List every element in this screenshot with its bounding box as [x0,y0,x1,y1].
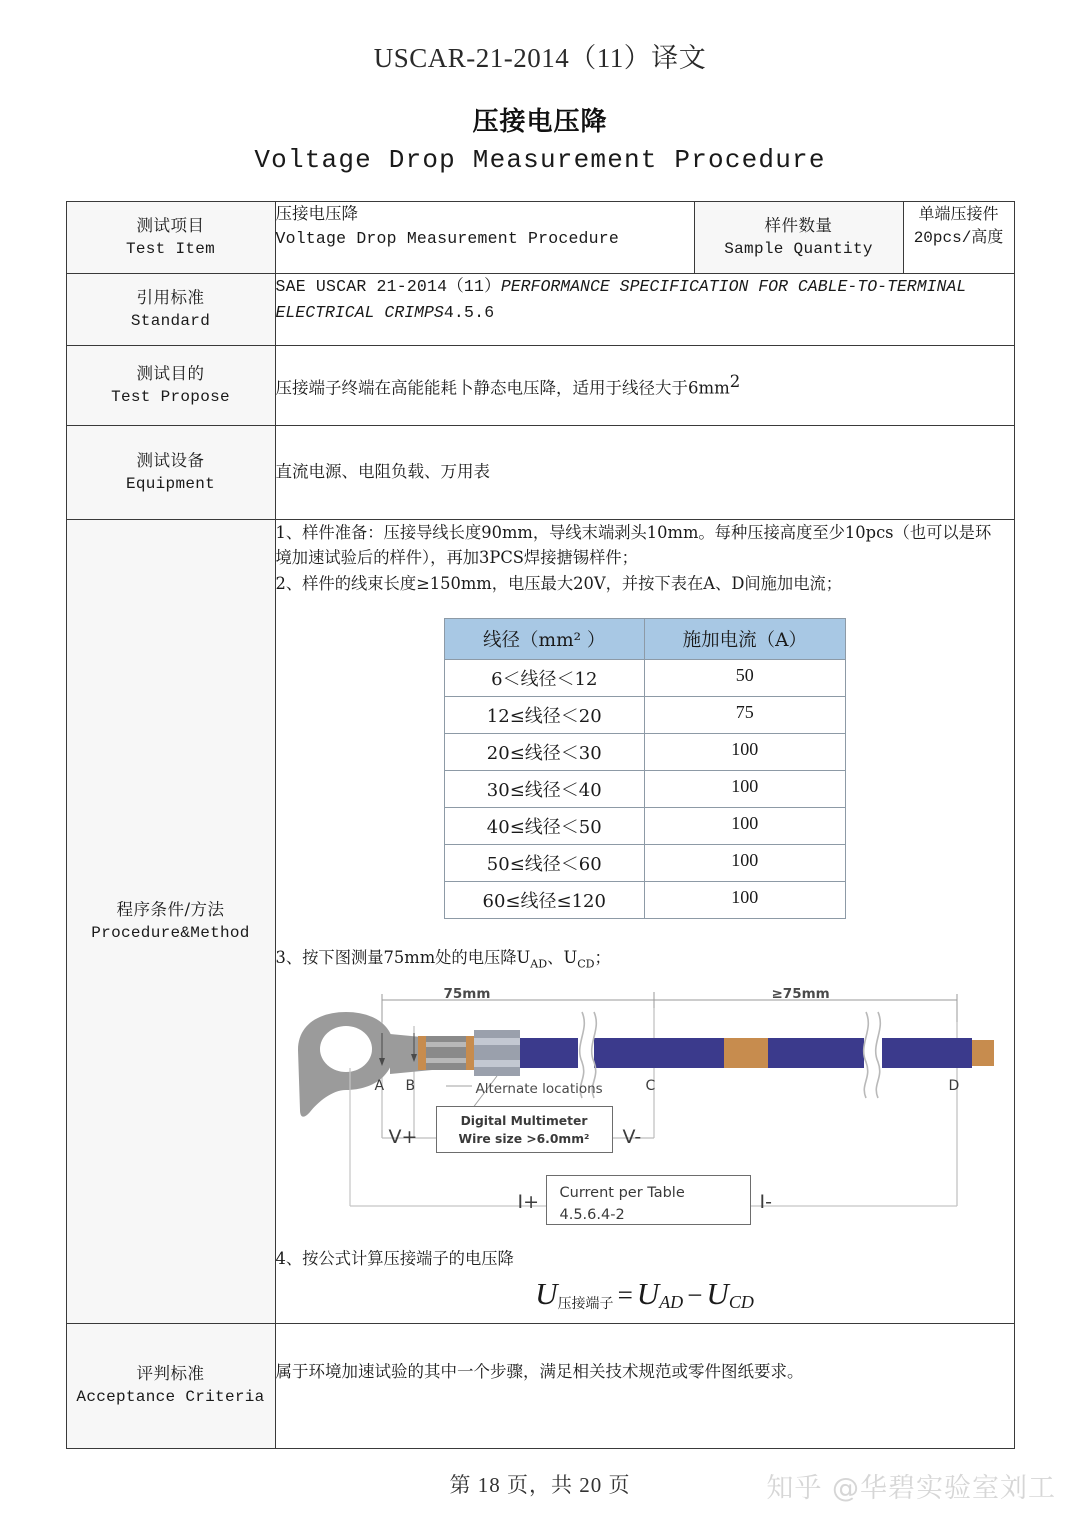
cell-sample-quantity-value [903,202,1014,274]
step3-sub-ad: AD [530,957,548,971]
crimp-barrel-graphic [418,1036,474,1070]
voltage-drop-formula [276,1276,1014,1313]
cell-current: 75 [645,696,846,733]
cell-acceptance-criteria-value [275,1323,1014,1448]
label-cn: 引用标准 [136,288,205,308]
cell-current: 50 [645,659,846,696]
terminal-label-v-minus: V- [622,1126,642,1149]
current-per-table-box [546,1175,751,1225]
cell-current: 100 [645,881,846,918]
cell-current: 100 [645,733,846,770]
dimension-label-right: ≥75mm [771,986,830,1003]
cell-standard-value [275,274,1014,346]
row-label-sample-quantity [694,202,903,274]
label-en: Standard [130,312,211,331]
formula-equals: = [617,1279,633,1310]
wire-gauge-current-table [444,618,846,919]
row-label-equipment [66,426,275,520]
table-row [444,696,845,733]
cell-wire-gauge: 12≤线径＜20 [444,696,645,733]
label-en: Test Propose [111,388,230,407]
step3-text-before: 3、按下图测量75mm处的电压降U [275,947,531,967]
test-item-en: Voltage Drop Measurement Procedure [275,228,619,248]
label-en: Acceptance Criteria [76,1388,265,1407]
procedure-step2: 2、样件的线束长度≥150mm，电压最大20V，并按下表在A、D间施加电流； [275,573,843,593]
ring-terminal-graphic [298,1012,432,1117]
table-row-equipment [66,426,1014,520]
qty-label-cn: 样件数量 [764,216,833,235]
table-row-procedure [66,520,1014,1324]
row-label-procedure [66,520,275,1324]
page-title-cn: 压接电压降 [472,107,608,137]
formula-u-cd: U [706,1275,729,1311]
cell-wire-gauge: 20≤线径＜30 [444,733,645,770]
test-item-cn: 压接电压降 [275,204,358,223]
formula-minus: − [687,1279,703,1310]
purpose-text: 压接端子终端在高能能耗卜静态电压降，适用于线径大于6mm [275,378,730,398]
row-label-acceptance-criteria [66,1323,275,1448]
label-en: Procedure&Method [91,923,250,942]
formula-u-main: U [535,1275,558,1311]
terminal-label-v-plus: V+ [388,1126,418,1149]
label-cn: 测试目的 [136,364,205,384]
formula-sub-ad: AD [659,1291,684,1312]
cell-wire-gauge: 60≤线径≤120 [444,881,645,918]
col-header-applied-current: 施加电流（A） [645,618,846,659]
label-en: Test Item [125,239,216,258]
row-label-test-propose [66,346,275,426]
voltage-drop-measurement-diagram [294,978,994,1240]
procedure-step3 [276,945,1014,972]
cell-test-propose-value [275,346,1014,426]
equipment-text: 直流电源、电阻负载、万用表 [275,462,490,482]
document-header [0,0,1080,175]
table-row-acceptance-criteria [66,1323,1014,1448]
dimension-label-left: 75mm [443,986,491,1003]
terminal-label-i-minus: I- [759,1191,772,1214]
page-title-en: Voltage Drop Measurement Procedure [254,145,826,175]
point-label-c: C [645,1078,656,1095]
dmm-line2: Wire size >6.0mm² [458,1132,590,1147]
point-label-b: B [405,1078,416,1095]
label-cn: 测试项目 [136,216,205,235]
label-en: Equipment [125,475,216,494]
point-label-d: D [948,1078,960,1095]
cell-wire-gauge: 6＜线径＜12 [444,659,645,696]
dmm-line1: Digital Multimeter [460,1114,588,1129]
col-header-wire-gauge: 线径（mm² ） [444,618,645,659]
digital-multimeter-box [436,1106,613,1153]
doc-reference: USCAR-21-2014（11）译文 [373,43,707,73]
table-row [444,881,845,918]
table-row [444,807,845,844]
cell-procedure-content [275,520,1014,1324]
cell-current: 100 [645,844,846,881]
table-row [444,770,845,807]
step3-text-after: ； [594,947,611,967]
cell-wire-gauge: 50≤线径＜60 [444,844,645,881]
alternate-locations-label: Alternate locations [475,1081,603,1098]
cell-current: 100 [645,770,846,807]
purpose-superscript: 2 [729,372,741,392]
procedure-step1-line1: 1、样件准备：压接导线长度90mm，导线末端剥头10mm。每种压接高度至少10pcs（也可以是环 [275,523,992,543]
label-cn: 程序条件/方法 [116,899,225,919]
test-spec-table [66,201,1015,1449]
formula-sub-cn: 压接端子 [557,1295,614,1312]
cell-equipment-value [275,426,1014,520]
table-row-test-item [66,202,1014,274]
procedure-step4: 4、按公式计算压接端子的电压降 [275,1249,514,1269]
ferrule-graphic [474,1030,520,1076]
table-row-test-propose [66,346,1014,426]
criteria-text: 属于环境加速试验的其中一个步骤，满足相关技术规范或零件图纸要求。 [275,1361,804,1381]
qty-value-line1: 单端压接件 [918,204,999,223]
label-cn: 测试设备 [136,451,205,471]
page-number: 第 18 页，共 20 页 [449,1473,631,1497]
cell-wire-gauge: 30≤线径＜40 [444,770,645,807]
procedure-step1-line2: 境加速试验后的样件），再加3PCS焊接搪锡样件； [275,548,638,568]
table-row [444,733,845,770]
datatable-header-row [444,618,845,659]
label-cn: 评判标准 [136,1364,205,1384]
current-box-line2: 4.5.6.4-2 [559,1207,625,1224]
cell-test-item-value [275,202,694,274]
qty-label-en: Sample Quantity [724,239,873,258]
point-label-a: A [374,1078,385,1095]
cell-current: 100 [645,807,846,844]
qty-value-line2: 20pcs/高度 [913,229,1004,247]
terminal-label-i-plus: I+ [517,1191,540,1214]
cell-wire-gauge: 40≤线径＜50 [444,807,645,844]
watermark: 知乎 @华碧实验室刘工 [766,1473,1056,1504]
formula-sub-cd: CD [728,1291,754,1312]
table-row-standard [66,274,1014,346]
step3-sub-cd: CD [577,957,595,971]
standard-suffix: 4.5.6 [443,302,495,322]
standard-italic-title: PERFORMANCE SPECIFICATION FOR CABLE-TO-TERMINAL ELECTRICAL CRIMPS [275,277,967,322]
step3-text-mid: 、U [547,947,578,967]
current-box-line1: Current per Table [559,1185,685,1202]
table-row [444,659,845,696]
row-label-standard [66,274,275,346]
formula-u-ad: U [636,1275,660,1311]
table-row [444,844,845,881]
row-label-test-item [66,202,275,274]
standard-prefix: SAE USCAR 21-2014（11） [275,277,501,297]
